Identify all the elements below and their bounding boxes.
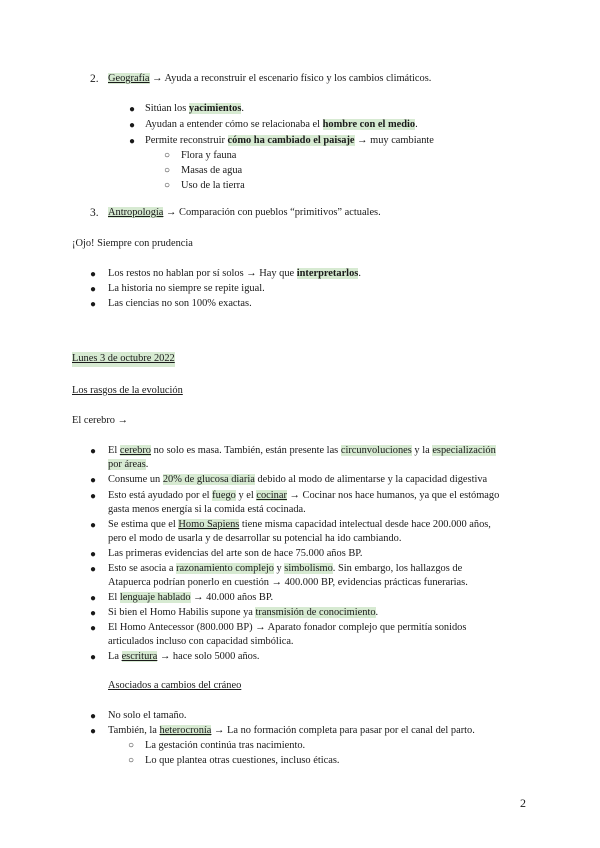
bullet-item: La escritura → hace solo 5000 años. bbox=[108, 651, 260, 662]
bullet-item: No solo el tamaño. bbox=[108, 710, 187, 721]
bullet-dot: ● bbox=[90, 652, 97, 663]
bullet-item: Sitúan los yacimientos. bbox=[145, 103, 245, 114]
bullet-item: Se estima que el Homo Sapiens tiene misma capacidad intelectual desde hace 200.000 años, bbox=[108, 519, 491, 530]
brain-title: El cerebro → bbox=[72, 415, 128, 426]
date-heading: Lunes 3 de octubre 2022 bbox=[72, 352, 175, 367]
bullet-item-continued: por áreas. bbox=[108, 459, 149, 470]
bullet-item: El Homo Antecessor (800.000 BP) → Aparato fonador complejo que permitía sonidos bbox=[108, 622, 467, 633]
sub-item: Uso de la tierra bbox=[181, 180, 245, 191]
bullet-dot: ● bbox=[90, 446, 97, 457]
bullet-item: Permite reconstruir cómo ha cambiado el paisaje → muy cambiante bbox=[145, 135, 434, 146]
sub-item: La gestación continúa tras nacimiento. bbox=[145, 740, 306, 751]
sub-bullet-circle: ○ bbox=[164, 165, 171, 176]
bullet-dot: ● bbox=[129, 104, 136, 115]
bullet-item: La historia no siempre se repite igual. bbox=[108, 283, 265, 294]
bullet-item-continued: gasta menos energía si la comida está cocinada. bbox=[108, 504, 306, 515]
bullet-dot: ● bbox=[90, 608, 97, 619]
bullet-item-continued: Atapuerca podrían ponerlo en cuestión → 400.000 BP, evidencias prácticas funerarias. bbox=[108, 577, 468, 588]
bullet-dot: ● bbox=[90, 269, 97, 280]
bullet-item: El cerebro no solo es masa. También, están presente las circunvoluciones y la especialización bbox=[108, 445, 496, 456]
bullet-dot: ● bbox=[90, 623, 97, 634]
bullet-dot: ● bbox=[90, 726, 97, 737]
term-antropologia: Antropología bbox=[108, 207, 164, 218]
bullet-dot: ● bbox=[90, 475, 97, 486]
bullet-dot: ● bbox=[129, 120, 136, 131]
term-geografia: Geografía bbox=[108, 73, 150, 84]
list-item-antropologia: Antropología → Comparación con pueblos “primitivos” actuales. bbox=[108, 207, 381, 218]
page-number: 2 bbox=[520, 796, 526, 810]
sub-bullet-circle: ○ bbox=[164, 150, 171, 161]
bullet-item: Esto está ayudado por el fuego y el cocinar → Cocinar nos hace humanos, ya que el estómago bbox=[108, 490, 500, 501]
bullet-item: Los restos no hablan por sí solos → Hay que interpretarlos. bbox=[108, 268, 361, 279]
section-heading: Los rasgos de la evolución bbox=[72, 385, 183, 396]
bullet-item: Esto se asocia a razonamiento complejo y simbolismo. Sin embargo, los hallazgos de bbox=[108, 563, 463, 574]
bullet-dot: ● bbox=[90, 564, 97, 575]
bullet-item: Consume un 20% de glucosa diaria debido al modo de alimentarse y la capacidad digestiva bbox=[108, 474, 488, 485]
bullet-item: Las primeras evidencias del arte son de hace 75.000 años BP. bbox=[108, 548, 363, 559]
bullet-item-continued: articulados incluso con capacidad simbólica. bbox=[108, 636, 294, 647]
bullet-dot: ● bbox=[90, 520, 97, 531]
sub-item: Flora y fauna bbox=[181, 150, 237, 161]
list-number: 2. bbox=[90, 73, 99, 85]
list-number: 3. bbox=[90, 207, 99, 219]
sub-bullet-circle: ○ bbox=[128, 755, 135, 766]
bullet-item: El lenguaje hablado → 40.000 años BP. bbox=[108, 592, 274, 603]
subsection-heading: Asociados a cambios del cráneo bbox=[108, 680, 242, 691]
caution-title: ¡Ojo! Siempre con prudencia bbox=[72, 238, 193, 249]
bullet-dot: ● bbox=[129, 136, 136, 147]
bullet-item: Las ciencias no son 100% exactas. bbox=[108, 298, 252, 309]
sub-bullet-circle: ○ bbox=[164, 180, 171, 191]
bullet-item: También, la heterocronía → La no formación completa para pasar por el canal del parto. bbox=[108, 725, 475, 736]
bullet-dot: ● bbox=[90, 549, 97, 560]
bullet-dot: ● bbox=[90, 284, 97, 295]
sub-bullet-circle: ○ bbox=[128, 740, 135, 751]
bullet-dot: ● bbox=[90, 491, 97, 502]
bullet-dot: ● bbox=[90, 711, 97, 722]
bullet-dot: ● bbox=[90, 299, 97, 310]
bullet-dot: ● bbox=[90, 593, 97, 604]
bullet-item: Si bien el Homo Habilis supone ya transmisión de conocimiento. bbox=[108, 607, 379, 618]
list-item-geografia: Geografía → Ayuda a reconstruir el escenario físico y los cambios climáticos. bbox=[108, 73, 432, 84]
bullet-item: Ayudan a entender cómo se relacionaba el hombre con el medio. bbox=[145, 119, 418, 130]
sub-item: Lo que plantea otras cuestiones, incluso éticas. bbox=[145, 755, 340, 766]
sub-item: Masas de agua bbox=[181, 165, 243, 176]
bullet-item-continued: pero el modo de usarla y de desarrollar su potencial ha ido cambiando. bbox=[108, 533, 402, 544]
